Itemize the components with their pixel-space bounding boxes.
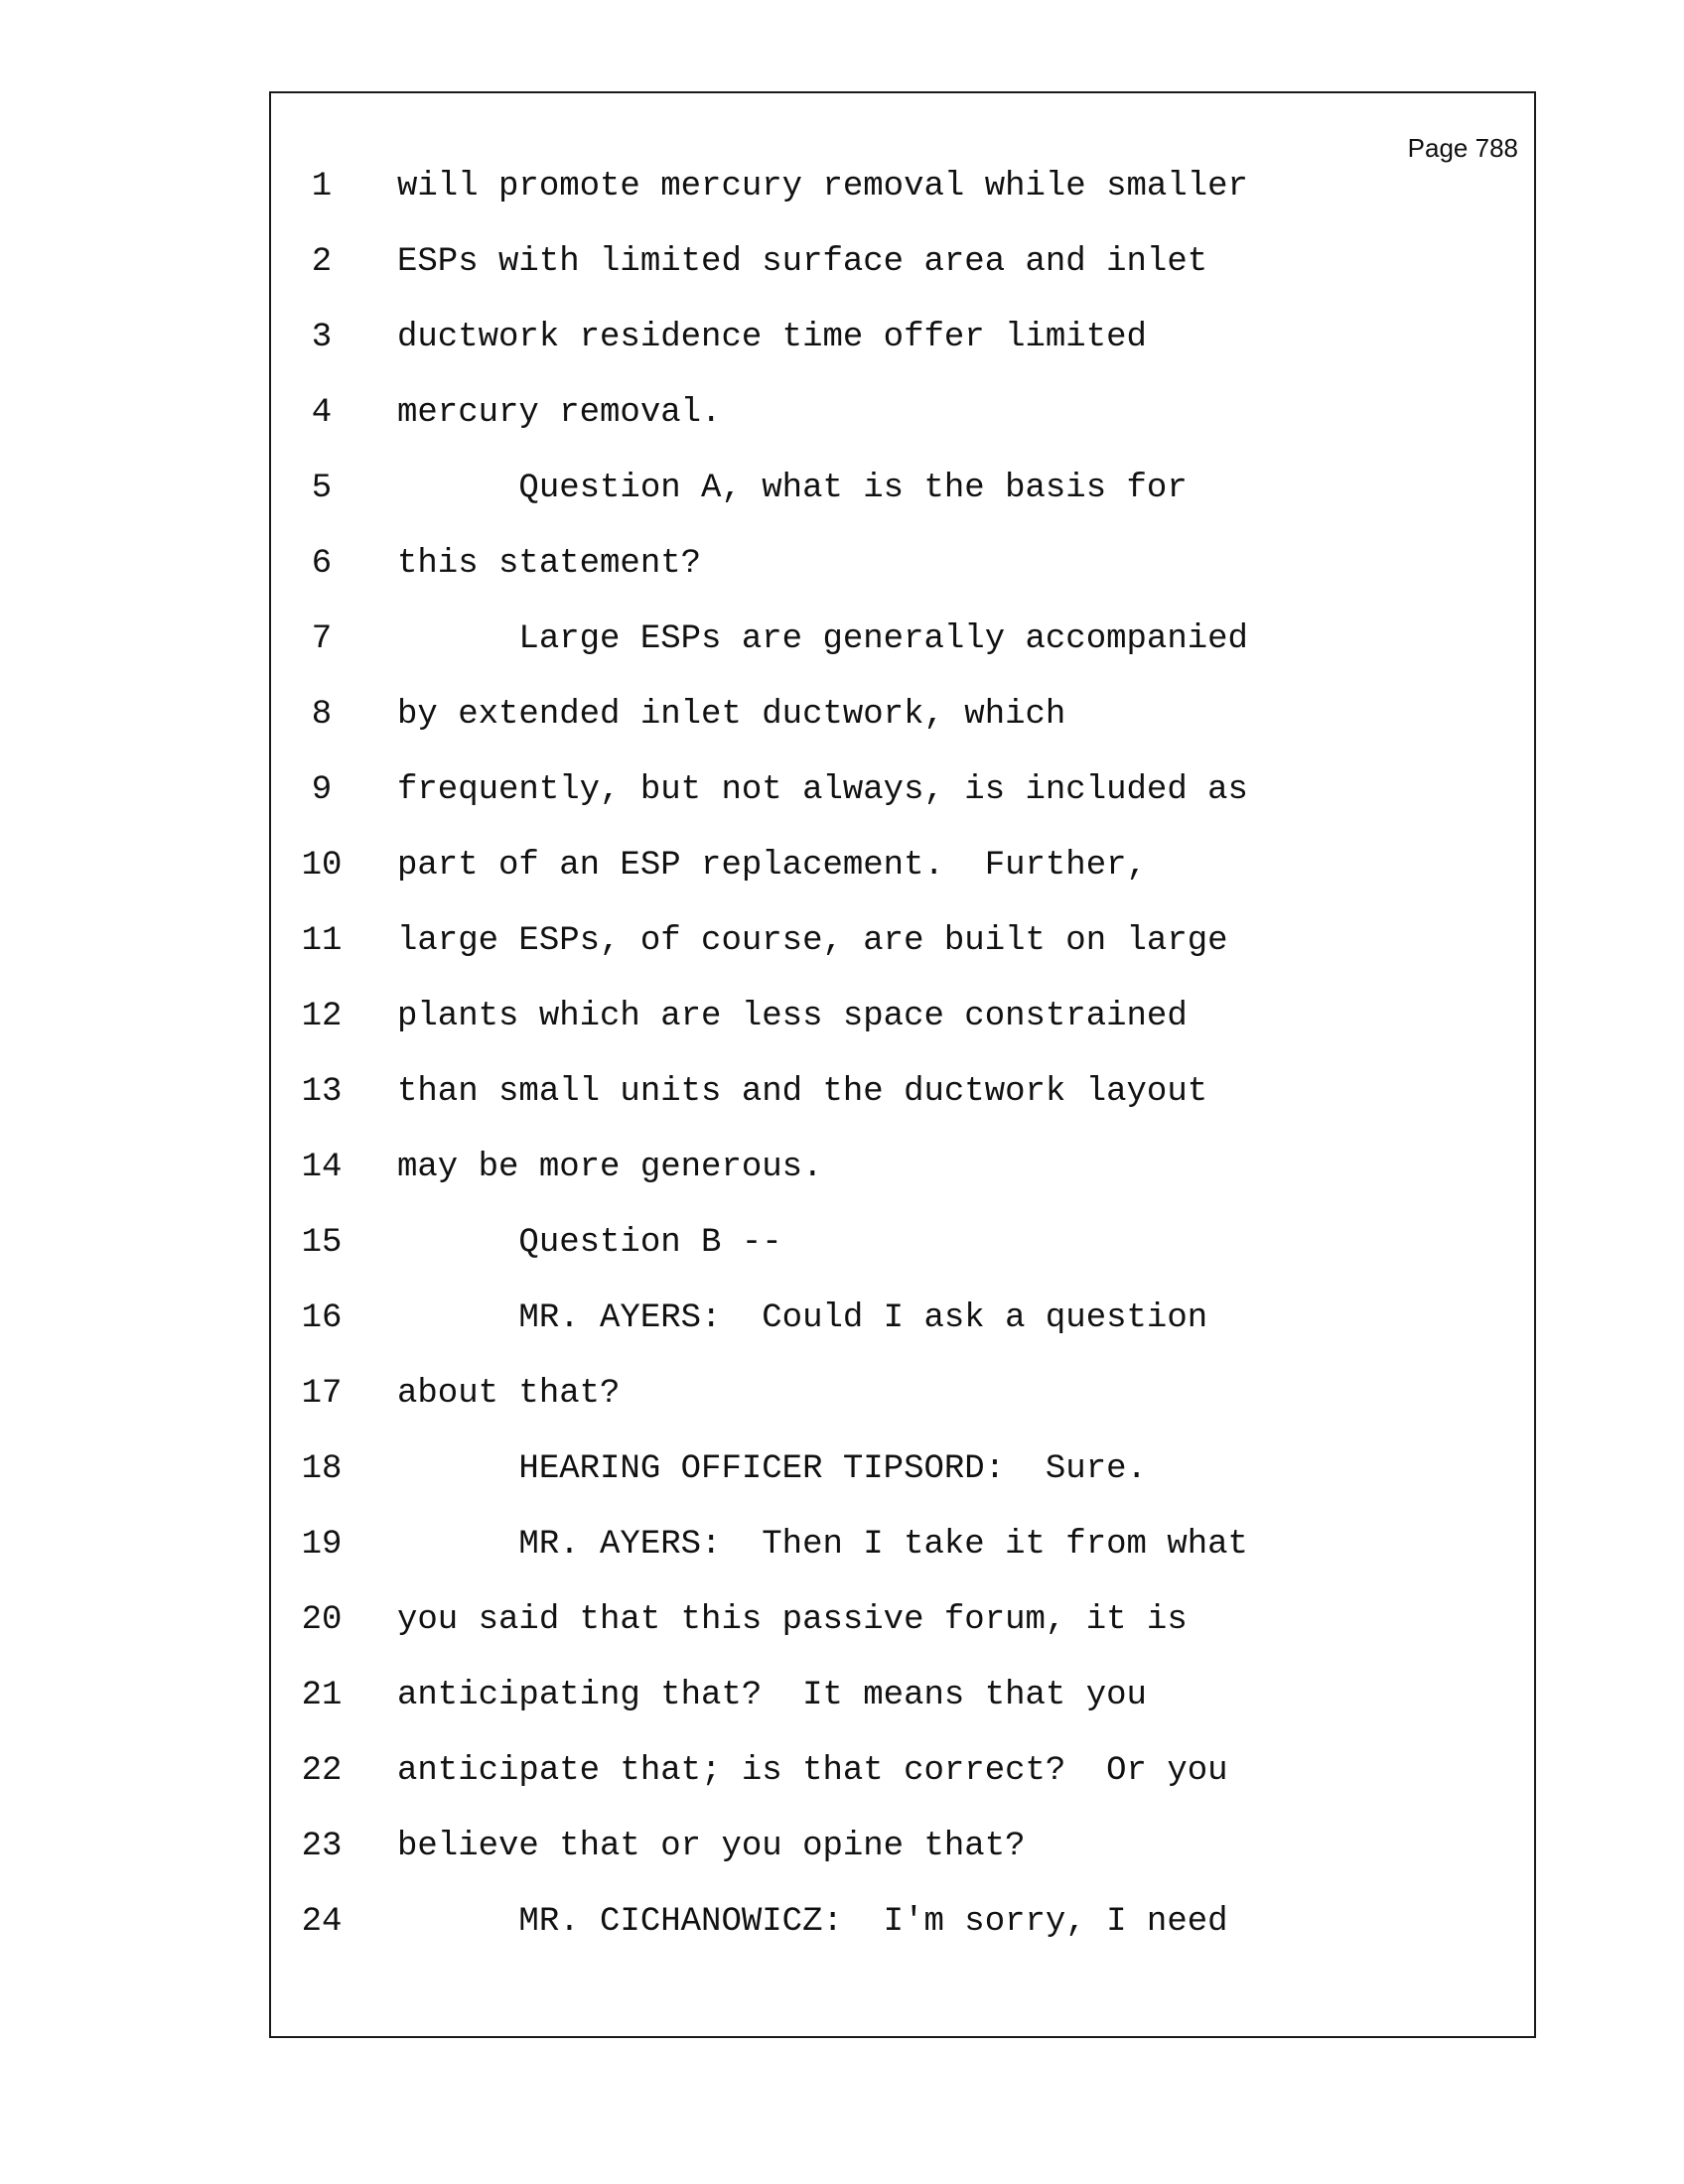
line-text: mercury removal. <box>397 394 722 432</box>
transcript-line <box>0 1374 1684 1449</box>
line-number: 2 <box>311 243 333 281</box>
line-number: 14 <box>301 1149 343 1186</box>
line-number: 6 <box>311 545 333 583</box>
transcript-line <box>0 695 1684 770</box>
line-text: you said that this passive forum, it is <box>397 1601 1188 1639</box>
line-number: 4 <box>311 394 333 432</box>
line-text: anticipating that? It means that you <box>397 1677 1147 1714</box>
transcript-line <box>0 619 1684 695</box>
line-text: ductwork residence time offer limited <box>397 319 1147 356</box>
line-number: 19 <box>301 1526 343 1564</box>
transcript-line <box>0 997 1684 1072</box>
line-number: 13 <box>301 1073 343 1111</box>
line-text: MR. CICHANOWICZ: I'm sorry, I need <box>397 1903 1228 1941</box>
line-text: this statement? <box>397 545 702 583</box>
page-number: Page 788 <box>1407 133 1518 163</box>
line-text: will promote mercury removal while smaller <box>397 168 1248 205</box>
line-number: 18 <box>301 1450 343 1488</box>
line-number: 3 <box>311 319 333 356</box>
transcript-line <box>0 1148 1684 1223</box>
line-number: 11 <box>301 922 343 960</box>
line-number: 24 <box>301 1903 343 1941</box>
line-number: 15 <box>301 1224 343 1262</box>
line-text: by extended inlet ductwork, which <box>397 696 1066 734</box>
transcript-line <box>0 167 1684 242</box>
line-text: Question B -- <box>397 1224 782 1262</box>
transcript-line <box>0 1751 1684 1827</box>
line-text: large ESPs, of course, are built on large <box>397 922 1228 960</box>
transcript-line <box>0 1676 1684 1751</box>
transcript-line <box>0 1902 1684 1978</box>
line-text: MR. AYERS: Could I ask a question <box>397 1299 1208 1337</box>
line-number: 5 <box>311 470 333 507</box>
line-text: Large ESPs are generally accompanied <box>397 620 1248 658</box>
transcript-line <box>0 1449 1684 1525</box>
line-text: believe that or you opine that? <box>397 1828 1026 1865</box>
line-text: frequently, but not always, is included as <box>397 771 1248 809</box>
line-number: 10 <box>301 847 343 885</box>
line-text: ESPs with limited surface area and inlet <box>397 243 1208 281</box>
transcript-line <box>0 1525 1684 1600</box>
line-text: may be more generous. <box>397 1149 823 1186</box>
line-number: 22 <box>301 1752 343 1790</box>
line-text: HEARING OFFICER TIPSORD: Sure. <box>397 1450 1147 1488</box>
line-text: about that? <box>397 1375 621 1413</box>
line-text: plants which are less space constrained <box>397 998 1188 1035</box>
transcript-line <box>0 770 1684 846</box>
transcript-line <box>0 1600 1684 1676</box>
line-text: Question A, what is the basis for <box>397 470 1188 507</box>
transcript-line <box>0 1072 1684 1148</box>
line-number: 23 <box>301 1828 343 1865</box>
line-text: part of an ESP replacement. Further, <box>397 847 1147 885</box>
transcript-line <box>0 469 1684 544</box>
line-number: 21 <box>301 1677 343 1714</box>
line-text: anticipate that; is that correct? Or you <box>397 1752 1228 1790</box>
transcript-line <box>0 1827 1684 1902</box>
line-text: than small units and the ductwork layout <box>397 1073 1208 1111</box>
line-number: 16 <box>301 1299 343 1337</box>
transcript-line <box>0 846 1684 921</box>
transcript-line <box>0 318 1684 393</box>
line-number: 7 <box>311 620 333 658</box>
line-number: 12 <box>301 998 343 1035</box>
transcript-line <box>0 1223 1684 1298</box>
transcript-line <box>0 242 1684 318</box>
line-number: 8 <box>311 696 333 734</box>
line-number: 1 <box>311 168 333 205</box>
transcript-line <box>0 544 1684 619</box>
line-number: 20 <box>301 1601 343 1639</box>
line-number: 17 <box>301 1375 343 1413</box>
transcript-line <box>0 921 1684 997</box>
transcript-line <box>0 1298 1684 1374</box>
line-text: MR. AYERS: Then I take it from what <box>397 1526 1248 1564</box>
line-number: 9 <box>311 771 333 809</box>
transcript-line <box>0 393 1684 469</box>
